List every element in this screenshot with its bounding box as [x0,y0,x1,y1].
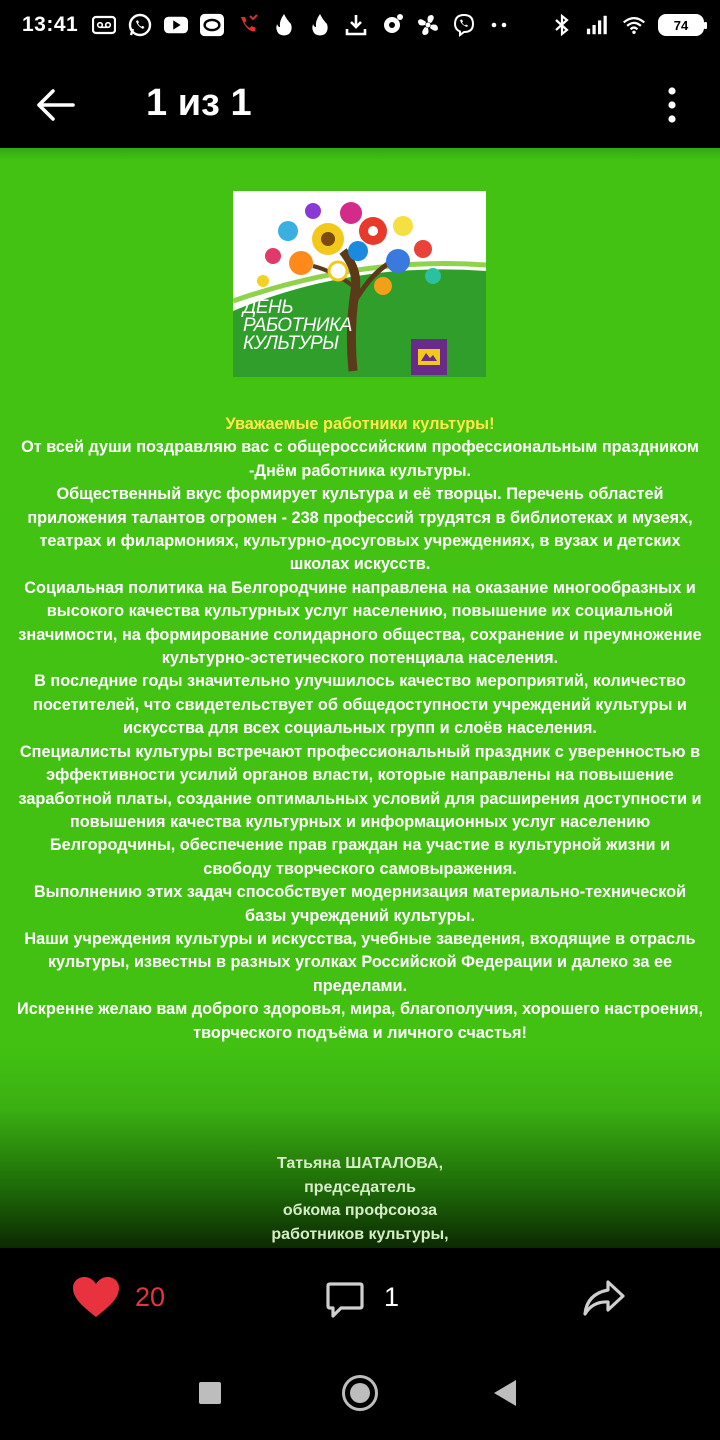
page-counter: 1 из 1 [146,82,252,124]
paragraph: Социальная политика на Белгородчине направлена на оказание многообразных и высокого качества культурных услуг населению, повышение их социальной значимости, на формирование солидарного общества, сохранение и преумножение культурно-эстетического потенциала населения. [18,578,702,668]
poster-logo [233,191,486,377]
whatsapp-icon [128,13,152,37]
greeting: Уважаемые работники культуры! [225,415,495,433]
like-count: 20 [135,1282,166,1312]
comment-icon [325,1280,365,1320]
system-icons [550,13,704,37]
flame-icon [308,13,332,37]
heart-icon [72,1276,120,1318]
record-icon [200,13,224,37]
like-button[interactable] [72,1276,120,1320]
viber-icon [452,13,476,37]
comment-count: 1 [384,1282,400,1312]
share-button[interactable] [582,1278,626,1318]
fan-icon [416,13,440,37]
signature-line: работников культуры, [271,1225,449,1243]
comment-button[interactable] [325,1280,365,1320]
flame-icon [272,13,296,37]
system-nav-bar [0,1348,720,1440]
paragraph: От всей души поздравляю вас с общероссийским профессиональным праздником -Днём работника культуры. [21,438,699,480]
post-actions [0,1248,720,1348]
voicemail-icon [92,13,116,37]
missed-call-icon [236,13,260,37]
more-dots-icon [488,13,512,37]
system-back-button[interactable] [494,1380,516,1406]
signature-line: обкома профсоюза [282,1202,438,1219]
wifi-icon [622,13,646,37]
home-button[interactable] [342,1375,378,1411]
bluetooth-icon [550,13,574,37]
status-bar [0,0,720,50]
notification-icons [92,13,550,37]
signature-line: председатель [304,1178,416,1196]
viewer-toolbar [0,50,720,160]
paragraph: Выполнению этих задач способствует модернизация материально-технической базы учреждений культуры. [33,883,687,925]
recents-button[interactable] [199,1382,221,1404]
more-vertical-icon [667,87,677,123]
paragraph: Общественный вкус формирует культура и её творцы. Перечень областей приложения талантов огромен - 238 профессий трудятся в библиотеках и музеях, театрах и филармониях, культурно-досуговых учреждениях, в вузах и детских школах искусств. [27,485,693,574]
back-button[interactable] [30,80,80,130]
paragraph: В последние годы значительно улучшилось качество мероприятий, количество посетителей, что свидетельствует об общедоступности учреждений культуры и искусства для всех социальных групп и слоёв населения. [33,672,687,738]
emblem-icon [411,339,447,375]
share-arrow-icon [582,1278,626,1318]
arrow-back-icon [35,88,75,122]
post-text [14,413,706,1045]
signature-name: Татьяна ШАТАЛОВА, [276,1155,444,1172]
status-time: 13:41 [22,13,79,36]
location-icon [380,13,404,37]
download-icon [344,13,368,37]
battery-indicator: 74 [658,14,704,36]
more-options-button[interactable] [650,80,694,130]
signal-icon [586,13,610,37]
youtube-icon [164,13,188,37]
post-image[interactable] [0,148,720,1248]
paragraph: Искренне желаю вам доброго здоровья, мира, благополучия, хорошего настроения, творческого подъёма и личного счастья! [17,1000,703,1042]
poster-title: ДЕНЬ РАБОТНИКА КУЛЬТУРЫ [243,297,352,354]
paragraph: Специалисты культуры встречают профессиональный праздник с уверенностью в эффективности усилий органов власти, которые направлены на повышение заработной платы, создание оптимальных условий для расширения доступности и повышения качества культурных и информационных услуг населению Белгородчины, обеспечение прав граждан на участие в культурной жизни и свободу творческого самовыражения. [18,742,702,878]
paragraph: Наши учреждения культуры и искусства, учебные заведения, входящие в отрасль культуры, известны в разных уголках Российской Федерации и далеко за ее пределами. [24,929,696,995]
